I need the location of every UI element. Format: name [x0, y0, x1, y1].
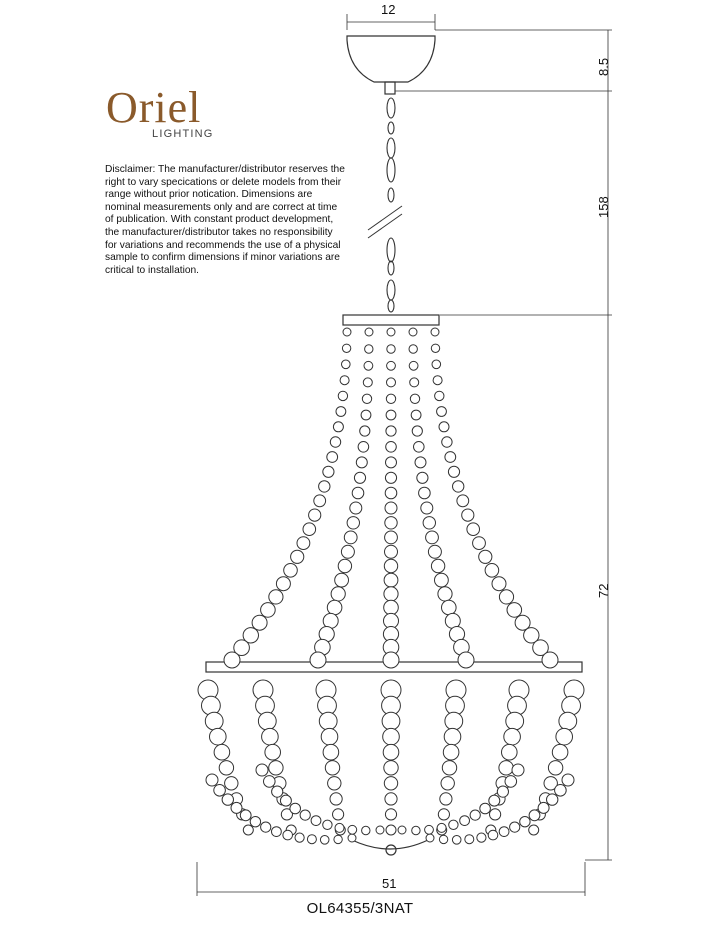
- bead-strands: [198, 328, 584, 844]
- bead: [335, 573, 349, 587]
- bead: [412, 826, 420, 834]
- bead: [240, 810, 251, 821]
- bead: [342, 360, 351, 369]
- canopy-height-label: 8.5: [596, 57, 611, 76]
- bead: [365, 328, 373, 336]
- bead: [538, 802, 549, 813]
- bead: [444, 728, 461, 745]
- bead: [319, 481, 330, 492]
- bead: [383, 652, 399, 668]
- bead: [362, 826, 370, 834]
- bead: [409, 345, 417, 353]
- bead: [505, 776, 517, 788]
- model-code: OL64355/3NAT: [306, 900, 414, 917]
- bead: [323, 466, 334, 477]
- bead: [384, 777, 397, 790]
- bead: [356, 457, 367, 468]
- bead: [331, 587, 345, 601]
- bead: [512, 764, 524, 776]
- bead: [385, 472, 396, 483]
- bead: [431, 344, 439, 352]
- bead: [426, 834, 434, 842]
- bead: [311, 816, 321, 826]
- bead: [449, 820, 458, 829]
- bead: [499, 761, 513, 775]
- bead: [314, 495, 326, 507]
- bead: [520, 817, 530, 827]
- bead: [225, 777, 238, 790]
- bead: [280, 795, 291, 806]
- bead: [205, 712, 223, 730]
- bead: [492, 577, 506, 591]
- body-height-label: 72: [596, 583, 611, 598]
- bead: [423, 517, 435, 529]
- bead: [269, 590, 283, 604]
- bead: [412, 426, 422, 436]
- bead: [488, 830, 498, 840]
- bead: [467, 523, 480, 536]
- chain-link: [387, 238, 395, 262]
- bead: [224, 652, 240, 668]
- bead: [310, 652, 326, 668]
- bead: [384, 587, 398, 601]
- bead: [343, 328, 351, 336]
- bead: [283, 830, 293, 840]
- bead: [410, 378, 419, 387]
- chain-link: [388, 188, 394, 202]
- chain-link: [387, 280, 395, 300]
- bead: [477, 833, 486, 842]
- bead: [323, 820, 332, 829]
- bead: [214, 785, 226, 797]
- bead: [386, 410, 396, 420]
- bead: [462, 509, 474, 521]
- bead: [437, 823, 446, 832]
- bead: [385, 502, 397, 514]
- bead: [354, 472, 365, 483]
- bead: [559, 712, 577, 730]
- bead: [363, 378, 372, 387]
- bead: [555, 785, 567, 797]
- bead: [386, 825, 396, 835]
- bead: [210, 728, 227, 745]
- bead: [327, 600, 342, 615]
- bead: [386, 394, 395, 403]
- bead: [438, 809, 449, 820]
- bead: [387, 328, 395, 336]
- bead: [321, 728, 338, 745]
- bead: [473, 537, 486, 550]
- bead: [323, 744, 339, 760]
- bead: [365, 345, 373, 353]
- bead: [219, 761, 233, 775]
- bead: [269, 761, 283, 775]
- bead: [348, 825, 357, 834]
- chain-link: [387, 158, 395, 182]
- bead: [382, 712, 400, 730]
- bead: [202, 696, 221, 715]
- bead: [410, 394, 419, 403]
- bead: [385, 531, 398, 544]
- bead: [330, 793, 342, 805]
- chain-link: [387, 98, 395, 118]
- bead: [437, 407, 447, 417]
- bead: [415, 457, 426, 468]
- bead: [425, 825, 434, 834]
- bead: [256, 764, 268, 776]
- bead: [409, 361, 418, 370]
- bead: [206, 774, 218, 786]
- bead: [499, 827, 509, 837]
- bead: [438, 587, 452, 601]
- bead: [387, 361, 396, 370]
- bead: [303, 523, 316, 536]
- bead: [529, 810, 540, 821]
- bead: [333, 809, 344, 820]
- brand-name: Oriel: [106, 83, 202, 132]
- bead: [439, 835, 447, 843]
- bead: [385, 793, 397, 805]
- bead: [340, 376, 349, 385]
- bead: [231, 802, 242, 813]
- bead: [465, 835, 474, 844]
- chain-link: [388, 261, 394, 275]
- bead: [336, 407, 346, 417]
- top-ring: [343, 315, 439, 325]
- bead: [548, 761, 562, 775]
- bead: [361, 410, 371, 420]
- bead: [360, 426, 370, 436]
- bead: [341, 545, 354, 558]
- bead: [547, 794, 558, 805]
- bead: [562, 696, 581, 715]
- bead: [433, 376, 442, 385]
- bead: [497, 786, 508, 797]
- bead: [325, 761, 339, 775]
- bead: [485, 564, 499, 578]
- bead: [442, 761, 456, 775]
- bead: [431, 559, 444, 572]
- bead: [562, 774, 574, 786]
- suspension-chain: [387, 98, 395, 312]
- bead: [502, 744, 518, 760]
- bead: [295, 833, 304, 842]
- bead: [384, 600, 399, 615]
- bead: [334, 835, 342, 843]
- bead: [421, 502, 433, 514]
- bead: [364, 361, 373, 370]
- bead: [448, 466, 459, 477]
- bead: [439, 422, 449, 432]
- chain-length-label: 158: [596, 196, 611, 218]
- bead: [358, 442, 369, 453]
- bead: [499, 590, 513, 604]
- bead: [504, 728, 521, 745]
- bead: [386, 442, 397, 453]
- bead: [297, 537, 310, 550]
- bead: [352, 487, 364, 499]
- bead: [335, 823, 344, 832]
- bead: [529, 825, 539, 835]
- body-width-label: 51: [382, 876, 397, 891]
- canopy-width-label: 12: [381, 2, 396, 17]
- bead: [460, 816, 470, 826]
- bead: [258, 712, 276, 730]
- bead: [276, 577, 290, 591]
- bead: [470, 810, 480, 820]
- bead: [385, 809, 396, 820]
- bead: [291, 550, 304, 563]
- bead: [386, 457, 397, 468]
- bead: [489, 795, 500, 806]
- bead: [457, 495, 469, 507]
- chain-link: [387, 138, 395, 158]
- bead: [383, 728, 400, 745]
- bead: [458, 652, 474, 668]
- bead: [428, 545, 441, 558]
- bead: [453, 481, 464, 492]
- bead: [342, 344, 350, 352]
- bead: [338, 391, 347, 400]
- bead: [384, 573, 398, 587]
- bead: [387, 378, 396, 387]
- bead: [384, 761, 398, 775]
- bead: [327, 452, 338, 463]
- bead: [387, 345, 395, 353]
- bead: [243, 825, 253, 835]
- bead: [214, 744, 230, 760]
- bead: [385, 517, 397, 529]
- bead: [333, 422, 343, 432]
- bead: [362, 394, 371, 403]
- bead: [330, 437, 340, 447]
- bead: [414, 442, 425, 453]
- bead: [490, 809, 501, 820]
- bead: [442, 600, 457, 615]
- bead: [510, 822, 520, 832]
- bead: [348, 834, 356, 842]
- bead: [542, 652, 558, 668]
- bead: [426, 531, 439, 544]
- bead: [309, 509, 321, 521]
- bead: [435, 573, 449, 587]
- bead: [265, 744, 281, 760]
- bead: [319, 712, 337, 730]
- bead: [272, 786, 283, 797]
- bead: [344, 531, 357, 544]
- bead: [452, 836, 461, 845]
- bead: [347, 517, 359, 529]
- brand-subtitle: LIGHTING: [152, 128, 214, 140]
- bead: [398, 826, 406, 834]
- bead: [386, 426, 396, 436]
- bead: [376, 826, 384, 834]
- bead: [431, 328, 439, 336]
- bead: [479, 550, 492, 563]
- bead: [272, 827, 282, 837]
- bead: [307, 835, 316, 844]
- bead: [440, 793, 452, 805]
- bead: [261, 603, 276, 618]
- bead: [320, 836, 329, 845]
- bead: [443, 744, 459, 760]
- bead: [385, 545, 398, 558]
- bead: [384, 559, 397, 572]
- bead: [507, 603, 522, 618]
- bead: [284, 564, 298, 578]
- ceiling-canopy: [347, 36, 435, 82]
- bead: [435, 391, 444, 400]
- bead: [328, 777, 341, 790]
- bead: [417, 472, 428, 483]
- bead: [383, 744, 399, 760]
- canopy-stem: [385, 82, 395, 94]
- bead: [480, 803, 491, 814]
- bead: [290, 803, 301, 814]
- chain-link: [388, 122, 394, 134]
- bead: [264, 776, 276, 788]
- bead: [432, 360, 441, 369]
- bead: [350, 502, 362, 514]
- bead: [338, 559, 351, 572]
- bead: [445, 452, 456, 463]
- chain-link: [388, 300, 394, 312]
- bead: [250, 817, 260, 827]
- bead: [262, 728, 279, 745]
- bead: [441, 777, 454, 790]
- bead: [506, 712, 524, 730]
- disclaimer-text: Disclaimer: The manufacturer/distributor reserves the right to vary specications or delete models from their range without prior notication. Dimensions are nominal measurements only and are correct at time of publication. With constant product development, the manufacturer/distributor takes no responsibility for variations and recommends the use of a physical sample to confirm dimensions if minor variations are critical to installation.: [105, 164, 345, 276]
- bead: [222, 794, 233, 805]
- bead: [409, 328, 417, 336]
- bead: [300, 810, 310, 820]
- bead: [385, 487, 397, 499]
- bead: [411, 410, 421, 420]
- bead: [442, 437, 452, 447]
- bead: [445, 712, 463, 730]
- bead: [419, 487, 431, 499]
- bead: [552, 744, 568, 760]
- bead: [556, 728, 573, 745]
- bead: [261, 822, 271, 832]
